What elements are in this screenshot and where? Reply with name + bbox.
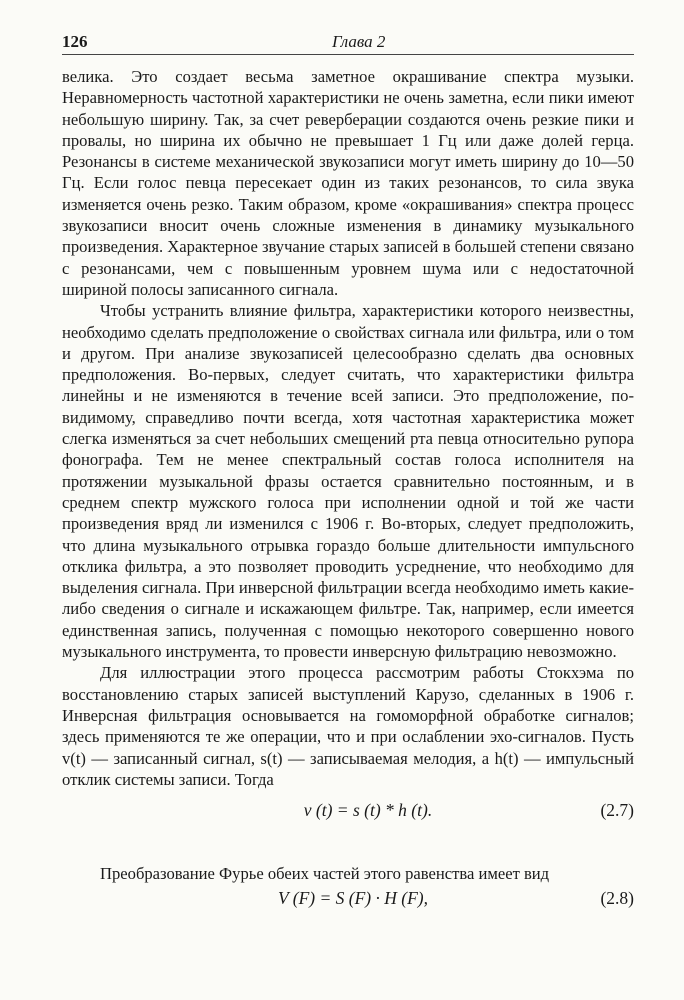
page-number: 126	[62, 32, 88, 51]
equation-expression: V (F) = S (F) · H (F),	[278, 888, 428, 908]
paragraph-3: Для иллюстрации этого процесса рассмотрим работы Стокхэма по восстановлению старых записей выступлений Карузо, сделанных в 1906 г. Инверсная фильтрация основывается на гомоморфной обработке сигналов; здесь применяются те же операции, что и при ослаблении эхо-сигналов. Пусть v(t) — записанный сигнал, s(t) — записываемая мелодия, а h(t) — импульсный отклик системы записи. Тогда	[62, 663, 634, 789]
main-text	[62, 66, 634, 790]
header-rule	[62, 54, 634, 55]
equation-2-8	[62, 888, 634, 914]
equation-number: (2.7)	[600, 800, 634, 820]
paragraph-1: велика. Это создает весьма заметное окрашивание спектра музыки. Неравномерность частотной характеристики не очень заметна, если пики имеют небольшую ширину. Так, за счет реверберации создаются очень резкие пики и провалы, но ширина их обычно не превышает 1 Гц или даже долей герца. Резонансы в системе механической звукозаписи могут иметь ширину до 10—50 Гц. Если голос певца пересекает один из таких резонансов, то сила звука изменяется очень резко. Таким образом, кроме «окрашивания» спектра процесс звукозаписи вносит очень сложные изменения в динамику музыкального произведения. Характерное звучание старых записей в большей степени связано с резонансами, чем с повышенным уровнем шума или с недостаточной шириной полосы записанного сигнала.	[62, 67, 634, 299]
equation-2-7	[62, 800, 634, 826]
equation-expression: v (t) = s (t) * h (t).	[303, 800, 433, 820]
running-header	[62, 32, 634, 54]
paragraph-2: Чтобы устранить влияние фильтра, характеристики которого неизвестны, необходимо сделать предположение о свойствах сигнала или фильтра, или о том и другом. При анализе звукозаписей целесообразно сделать два основных предположения. Во-первых, следует считать, что характеристики фильтра линейны и не изменяются в течение всей записи. Это предположение, по-видимому, справедливо почти всегда, хотя частотная характеристика может слегка изменяться за счет небольших смещений рта певца относительно рупора фонографа. Тем не менее спектральный состав голоса исполнителя на протяжении музыкальной фразы остается сравнительно постоянным, и в среднем спектр мужского голоса при исполнении одной и той же части произведения вряд ли изменился с 1906 г. Во-вторых, следует предположить, что длина музыкального отрывка гораздо больше длительности импульсного отклика фильтра, а это позволяет проводить усреднение, что необходимо для выделения сигнала. При инверсной фильтрации всегда необходимо иметь какие-либо сведения о сигнале и искажающем фильтре. Так, например, если имеется единственная запись, полученная с помощью некоторого совершенно нового музыкального инструмента, то провести инверсную фильтрацию невозможно.	[62, 301, 634, 662]
equation-number: (2.8)	[600, 888, 634, 908]
chapter-title: Глава 2	[332, 32, 386, 51]
lead-in-sentence: Преобразование Фурье обеих частей этого равенства имеет вид	[100, 863, 550, 883]
